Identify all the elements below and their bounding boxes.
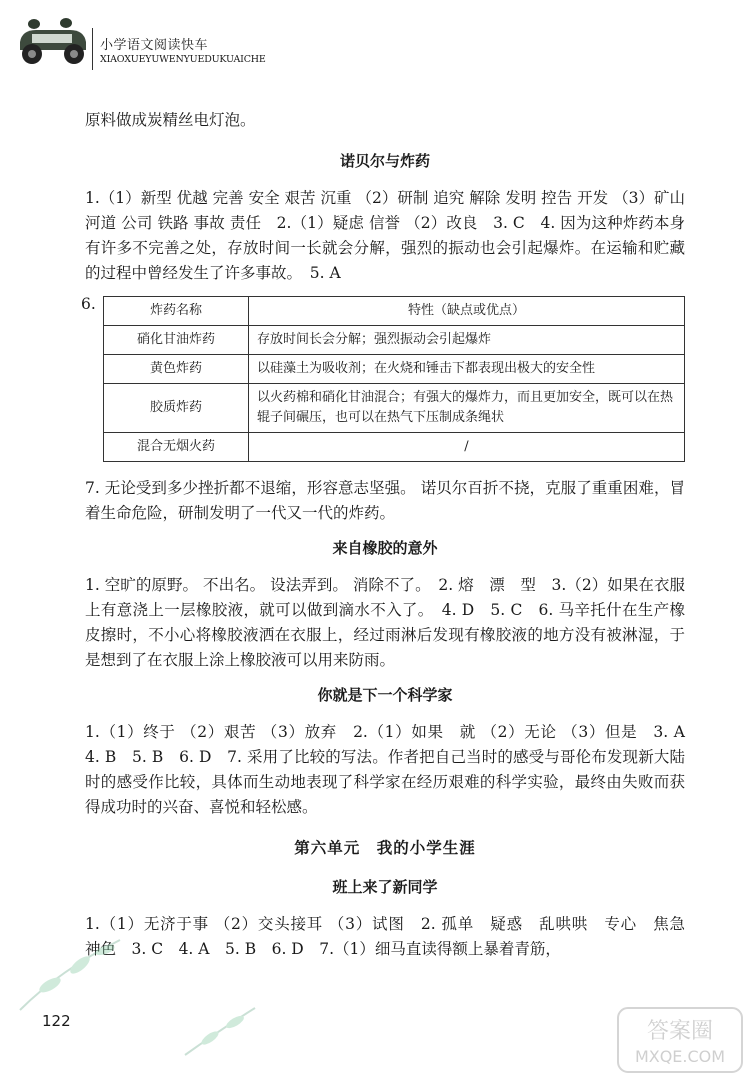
table-row xyxy=(104,384,685,433)
question-number: 6. xyxy=(81,295,96,313)
scientist-answers: 1.（1）终于 （2）艰苦 （3）放弃 2.（1）如果 就 （2）无论 （3）但是 3. A 4. B 5. B 6. D 7. 采用了比较的写法。作者把自己当时的感受与哥伦布发现新大陆时的感受作比较，具体而生动地表现了科学家在经历艰难的科学实验，最终由失败而获得成功时的兴奋、喜悦和轻松感。 xyxy=(85,723,701,816)
table-row xyxy=(104,433,685,462)
table-cell-name: 胶质炸药 xyxy=(104,384,249,433)
q7-answer: 7. 无论受到多少挫折都不退缩，形容意志坚强。 诺贝尔百折不挠，克服了重重困难，冒着生命危险，研制发明了一代又一代的炸药。 xyxy=(85,479,685,522)
watermark-logo-icon xyxy=(616,1006,744,1074)
nobel-answers: 1.（1）新型 优越 完善 安全 艰苦 沉重 （2）研制 追究 解除 发明 控告 开发 （3）矿山 河道 公司 铁路 事故 责任 2.（1）疑虑 信誉 （2）改良 3. C 4. 因为这种炸药本身有许多不完善之处，存放时间一长就会分解，强烈的振动也会引起爆炸。在运输和贮藏的过程中曾经发生了许多事故。 5. A xyxy=(85,189,685,282)
page-number: 122 xyxy=(42,1012,71,1030)
header-subtitle: XIAOXUEYUWENYUEDUKUAICHE xyxy=(100,54,266,65)
table-cell-property: 以硅藻土为吸收剂；在火烧和锤击下都表现出极大的安全性 xyxy=(249,355,685,384)
table-cell-property: 以火药棉和硝化甘油混合；有强大的爆炸力，而且更加安全，既可以在热辊子间碾压，也可以在热气下压制成条绳状 xyxy=(249,384,685,433)
answer-content xyxy=(81,108,701,962)
table-header-row xyxy=(104,297,685,326)
svg-text:答案圈: 答案圈 xyxy=(646,1019,714,1044)
intro-line: 原料做成炭精丝电灯泡。 xyxy=(85,111,256,129)
leaf-decoration-icon xyxy=(10,930,130,1020)
explosives-table-block xyxy=(81,295,685,462)
header-divider xyxy=(92,28,93,70)
section-heading-new-classmate: 班上来了新同学 xyxy=(332,878,438,896)
section-heading-nobel: 诺贝尔与炸药 xyxy=(339,152,430,170)
table-row xyxy=(104,326,685,355)
table-row xyxy=(104,355,685,384)
new-classmate-answers: 1.（1）无济于事 （2）交头接耳 （3）试图 2. 孤单 疑惑 乱哄哄 专心 焦急 神色 3. C 4. A 5. B 6. D 7.（1）细马直读得额上暴着青筋， xyxy=(85,915,701,958)
table-cell-name: 硝化甘油炸药 xyxy=(104,326,249,355)
explosives-table xyxy=(103,296,685,462)
leaf-decoration-icon xyxy=(180,1000,260,1060)
table-cell-name: 黄色炸药 xyxy=(104,355,249,384)
section-heading-rubber: 来自橡胶的意外 xyxy=(332,539,438,557)
table-cell-property: / xyxy=(249,433,685,462)
car-logo-icon xyxy=(14,16,92,68)
header xyxy=(8,8,268,78)
unit-heading: 第六单元 我的小学生涯 xyxy=(294,839,476,857)
table-cell-name: 混合无烟火药 xyxy=(104,433,249,462)
table-cell-property: 存放时间长会分解；强烈振动会引起爆炸 xyxy=(249,326,685,355)
section-heading-scientist: 你就是下一个科学家 xyxy=(317,686,453,704)
table-header-cell: 炸药名称 xyxy=(104,297,249,326)
header-title: 小学语文阅读快车 xyxy=(100,38,209,53)
table-header-cell: 特性（缺点或优点） xyxy=(249,297,685,326)
svg-text:MXQE.COM: MXQE.COM xyxy=(634,1047,726,1066)
rubber-answers: 1. 空旷的原野。 不出名。 设法弄到。 消除不了。 2. 熔 漂 型 3.（2）如果在衣服上有意浇上一层橡胶液，就可以做到滴水不入了。 4. D 5. C 6. 马辛托什在生产橡皮擦时，不小心将橡胶液洒在衣服上，经过雨淋后发现有橡胶液的地方没有被淋湿，于是想到了在衣服上涂上橡胶液可以用来防雨。 xyxy=(85,576,685,669)
